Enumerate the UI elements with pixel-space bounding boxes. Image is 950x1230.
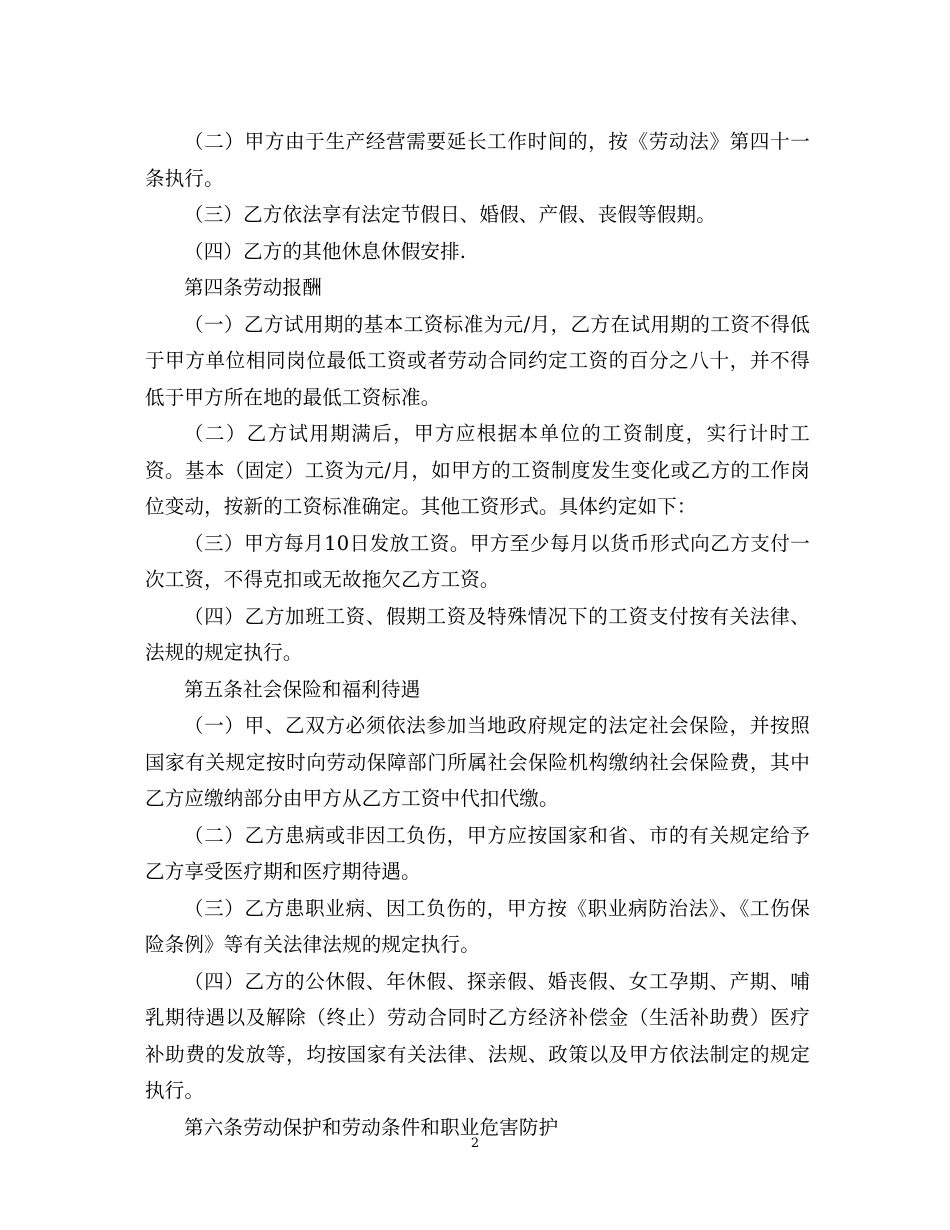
paragraph-pay-date: （三）甲方每月10日发放工资。甲方至少每月以货币形式向乙方支付一次工资，不得克扣或无故拖欠乙方工资。 (145, 531, 810, 591)
page-number: 2 (470, 1136, 480, 1151)
paragraph-statutory-holidays: （三）乙方依法享有法定节假日、婚假、产假、丧假等假期。 (184, 203, 716, 226)
paragraph-occupational-disease: （三）乙方患职业病、因工负伤的，甲方按《职业病防治法》、《工伤保险条例》等有关法律法规的规定执行。 (145, 896, 810, 956)
paragraph-base-wage: （二）乙方试用期满后，甲方应根据本单位的工资制度，实行计时工资。基本（固定）工资为元/月，如甲方的工资制度发生变化或乙方的工作岗位变动，按新的工资标准确定。其他工资形式。具体约定如下： (145, 422, 810, 518)
paragraph-overtime: （二）甲方由于生产经营需要延长工作时间的，按《劳动法》第四十一条执行。 (145, 130, 810, 190)
paragraph-probation-wage: （一）乙方试用期的基本工资标准为元/月，乙方在试用期的工资不得低于甲方单位相同岗位最低工资或者劳动合同约定工资的百分之八十，并不得低于甲方所在地的最低工资标准。 (145, 312, 810, 409)
paragraph-social-insurance: （一）甲、乙双方必须依法参加当地政府规定的法定社会保险，并按照国家有关规定按时向劳动保障部门所属社会保险机构缴纳社会保险费，其中乙方应缴纳部分由甲方从乙方工资中代扣代缴。 (145, 714, 810, 810)
paragraph-leave-benefits: （四）乙方的公休假、年休假、探亲假、婚丧假、女工孕期、产期、哺乳期待遇以及解除（终止）劳动合同时乙方经济补偿金（生活补助费）医疗补助费的发放等，均按国家有关法律、法规、政策以及甲方依法制定的规定执行。 (145, 969, 810, 1102)
document-body (145, 124, 810, 1146)
article-heading-remuneration: 第四条劳动报酬 (184, 276, 322, 299)
article-heading-social-insurance: 第五条社会保险和福利待遇 (184, 677, 421, 701)
paragraph-other-leave: （四）乙方的其他休息休假安排. (184, 239, 467, 263)
paragraph-overtime-pay: （四）乙方加班工资、假期工资及特殊情况下的工资支付按有关法律、法规的规定执行。 (145, 604, 810, 664)
paragraph-medical-period: （二）乙方患病或非因工负伤，甲方应按国家和省、市的有关规定给予乙方享受医疗期和医疗期待遇。 (145, 823, 810, 883)
article-heading-labor-protection: 第六条劳动保护和劳动条件和职业危害防护 (184, 1115, 559, 1139)
